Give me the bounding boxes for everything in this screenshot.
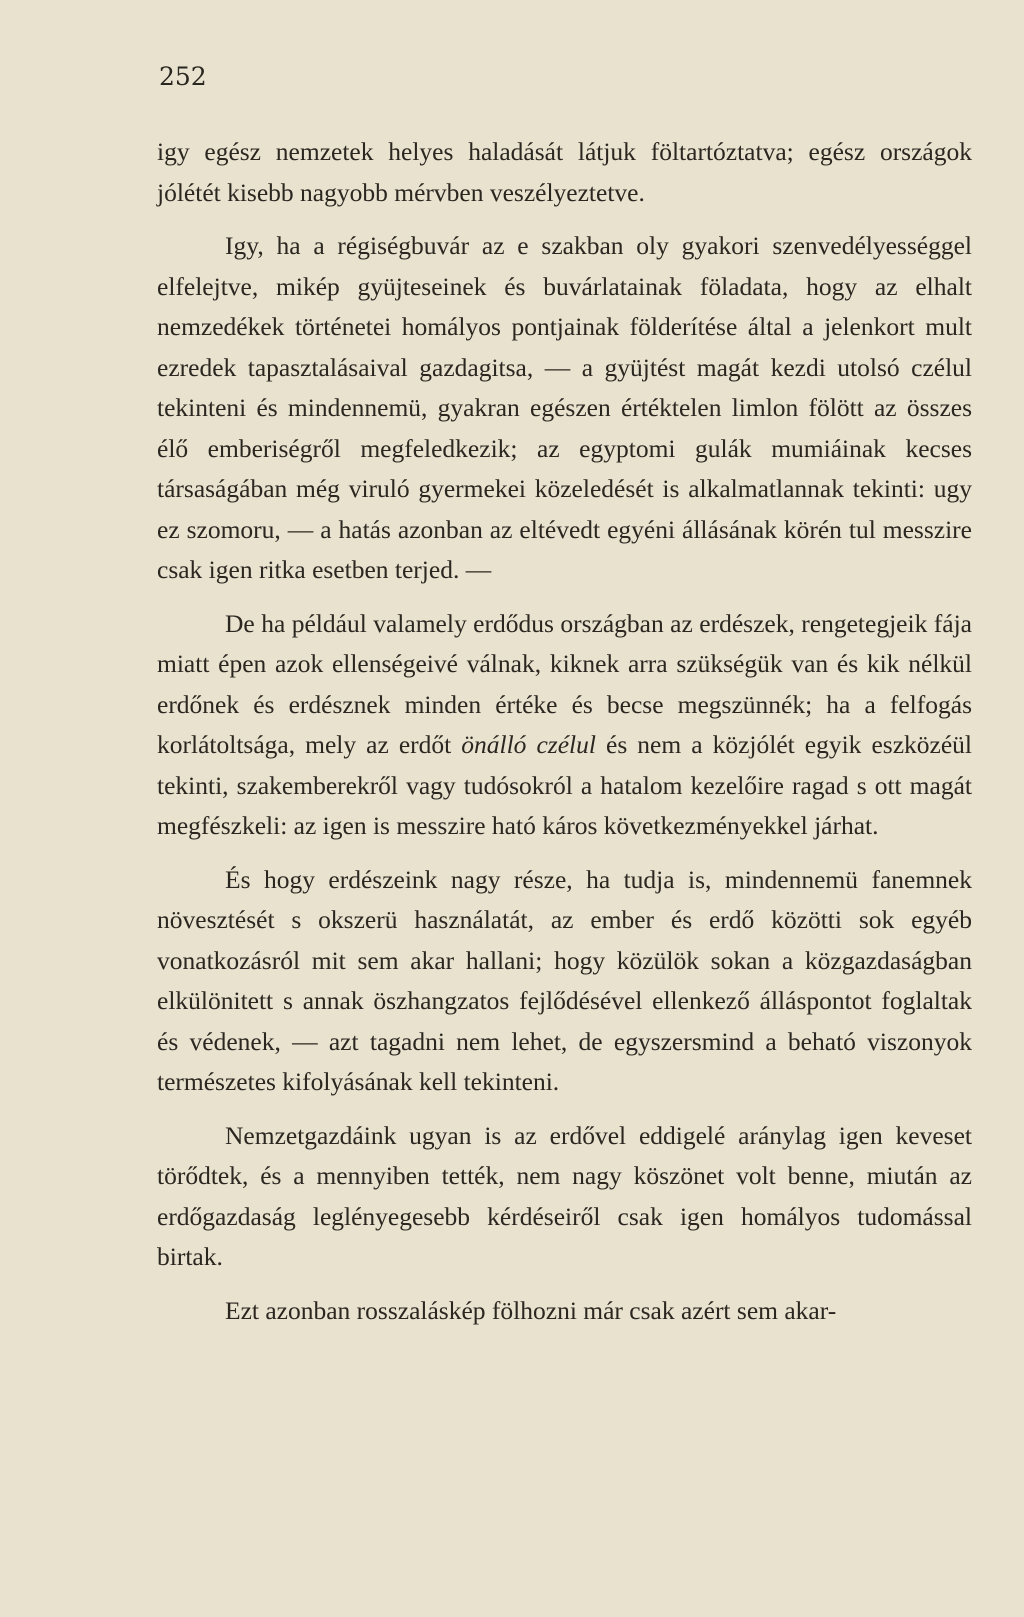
paragraph-closing: Ezt azonban rosszaláskép fölhozni már csak azért sem akar-: [225, 1295, 837, 1325]
paragraph-continuation: igy egész nemzetek helyes haladását látjuk föltartóztatva; egész országok jólétét kisebb nagyobb mérvben veszélyeztetve.: [157, 137, 972, 207]
paragraph-antiquarian: Igy, ha a régiségbuvár az e szakban oly gyakori szenvedélyességgel elfelejtve, mikép gyüjteseinek és buvárlatainak föladata, hogy az elhalt nemzedékek történetei homályos pontjainak földerítése által a jelenkort mult ezredek tapasztalásaival gazdagitsa, — a gyüjtést magát kezdi utolsó czélul tekinteni és mindennemü, gyakran egészen értéktelen limlon fölött az összes élő emberiségről megfeledkezik; az egyptomi gulák mumiáinak kecses társaságában még viruló gyermekei közeledését is alkalmatlannak tekinti: ugy ez szomoru, — a hatás azonban az eltévedt egyéni állásának körén tul messzire csak igen ritka esetben terjed. —: [157, 231, 972, 584]
paragraph-our-foresters: És hogy erdészeink nagy része, ha tudja is, mindennemü fanemnek növesztését s okszerü használatát, az ember és erdő közötti sok egyéb vonatkozásról mit sem akar hallani; hogy közülök sokan a közgazdaságban elkülönitett s annak öszhangzatos fejlődésével ellenkező álláspontot foglaltak és védenek, — azt tagadni nem lehet, de egyszersmind a beható viszonyok természetes kifolyásának kell tekinteni.: [157, 864, 972, 1096]
body-text: [157, 132, 972, 1331]
emphasis-phrase: önálló czélul: [461, 730, 596, 759]
page-number: 252: [159, 62, 207, 91]
paragraph-economists: Nemzetgazdáink ugyan is az erdővel eddigelé aránylag igen keveset törődtek, és a mennyiben tették, nem nagy köszönet volt benne, miután az erdőgazdaság leglényegesebb kérdéseiről csak igen homályos tudomással birtak.: [157, 1120, 972, 1271]
paragraph-foresters: [157, 604, 972, 847]
paragraph-foresters-text-after: és nem a közjólét egyik eszközéül tekinti, szakemberekről vagy tudósokról a hatalom kezelőire ragad s ott magát megfészkeli: az igen is messzire ható káros következményekkel járhat.: [157, 730, 972, 840]
paragraph-foresters-text-before: De ha például valamely erdődus országban az erdészek, rengetegjeik fája miatt épen azok ellenségeivé válnak, kiknek arra szükségük van és kik nélkül erdőnek és erdésznek minden értéke és becse megszünnék; ha a felfogás korlátoltsága, mely az erdőt: [157, 608, 972, 759]
